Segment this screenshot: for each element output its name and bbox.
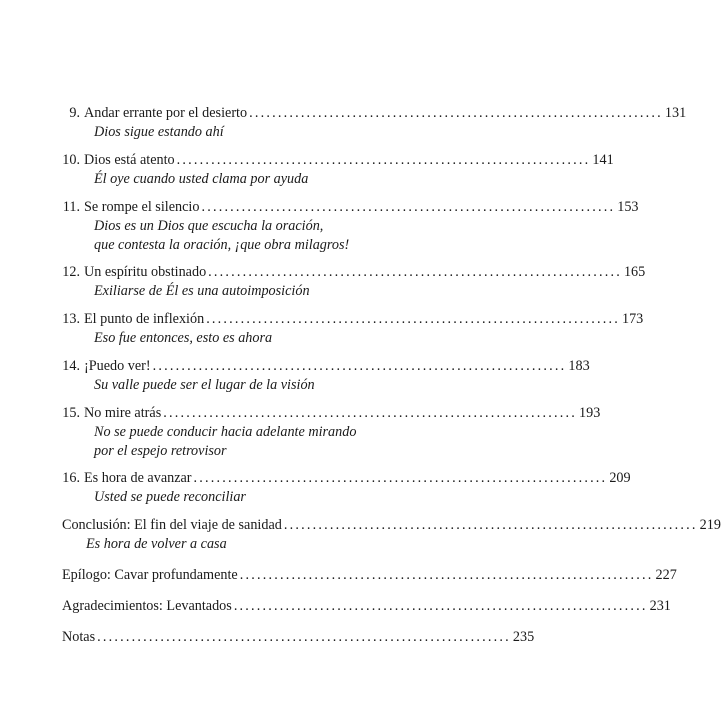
page-number: 227 <box>655 567 677 583</box>
page-number: 141 <box>592 152 614 168</box>
chapter-subtitle: Él oye cuando usted clama por ayuda <box>94 171 309 187</box>
toc-entry-chapter-13 <box>62 310 644 348</box>
dot-leader: ........................................................................ <box>163 405 577 421</box>
page-number: 183 <box>568 358 590 374</box>
chapter-title: Se rompe el silencio <box>84 199 200 215</box>
section-title: Notas <box>62 629 96 645</box>
chapter-subtitle: Dios es un Dios que escucha la oración, <box>94 218 324 234</box>
toc-entry-chapter-10 <box>62 151 614 189</box>
section-title: Epílogo: Cavar profundamente <box>62 567 238 583</box>
chapter-number: 14. <box>62 358 80 374</box>
page-number: 173 <box>621 311 644 327</box>
dot-leader: ........................................................................ <box>97 629 511 645</box>
chapter-subtitle: que contesta la oración, ¡que obra milagros! <box>94 237 350 253</box>
chapter-title: Un espíritu obstinado <box>84 264 207 280</box>
toc-entry-chapter-15 <box>62 404 601 461</box>
chapter-title: Es hora de avanzar <box>84 470 192 486</box>
chapter-subtitle: por el espejo retrovisor <box>94 443 227 459</box>
dot-leader: ........................................................................ <box>208 264 622 280</box>
chapter-number: 16. <box>62 470 80 486</box>
dot-leader: ........................................................................ <box>239 567 654 583</box>
toc-entry-chapter-9 <box>69 104 687 142</box>
toc-entry-conclusion <box>62 516 721 554</box>
dot-leader: ........................................................................ <box>233 598 648 614</box>
chapter-title: El punto de inflexión <box>84 311 205 327</box>
toc-entry-chapter-12 <box>62 263 646 301</box>
toc-entry-acknowledgements <box>62 597 671 616</box>
chapter-number: 10. <box>62 152 80 168</box>
toc-entry-epilogue <box>62 566 677 585</box>
page-number: 153 <box>617 199 639 215</box>
page-number: 165 <box>623 264 646 280</box>
section-title: Agradecimientos: Levantados <box>62 598 232 614</box>
chapter-subtitle: No se puede conducir hacia adelante mirando <box>94 424 357 440</box>
toc-entry-notes <box>62 628 535 647</box>
dot-leader: ........................................................................ <box>283 517 698 533</box>
chapter-title: Andar errante por el desierto <box>84 105 248 121</box>
toc-entry-chapter-16 <box>62 469 631 507</box>
section-title: Conclusión: El fin del viaje de sanidad <box>62 517 282 533</box>
dot-leader: ........................................................................ <box>176 152 591 168</box>
toc-entry-chapter-14 <box>62 357 590 395</box>
chapter-number: 9. <box>69 105 80 121</box>
chapter-number: 12. <box>62 264 80 280</box>
chapter-number: 11. <box>62 199 80 215</box>
chapter-number: 15. <box>62 405 80 421</box>
chapter-subtitle: Exiliarse de Él es una autoimposición <box>94 283 310 299</box>
dot-leader: ........................................................................ <box>249 105 663 121</box>
page-number: 231 <box>649 598 671 614</box>
dot-leader: ........................................................................ <box>201 199 616 215</box>
chapter-subtitle: Dios sigue estando ahí <box>94 124 224 140</box>
page-number: 193 <box>579 405 601 421</box>
dot-leader: ........................................................................ <box>193 470 608 486</box>
chapter-title: No mire atrás <box>84 405 162 421</box>
chapter-number: 13. <box>62 311 80 327</box>
section-subtitle: Es hora de volver a casa <box>86 536 227 552</box>
dot-leader: ........................................................................ <box>206 311 620 327</box>
chapter-title: Dios está atento <box>84 152 175 168</box>
page-number: 131 <box>664 105 687 121</box>
page-number: 219 <box>699 517 721 533</box>
dot-leader: ........................................................................ <box>152 358 567 374</box>
toc-entry-chapter-11 <box>62 198 639 255</box>
page-number: 235 <box>512 629 535 645</box>
chapter-subtitle: Usted se puede reconciliar <box>94 489 246 505</box>
chapter-subtitle: Eso fue entonces, esto es ahora <box>94 330 273 346</box>
chapter-subtitle: Su valle puede ser el lugar de la visión <box>94 377 315 393</box>
page-number: 209 <box>609 470 631 486</box>
chapter-title: ¡Puedo ver! <box>84 358 151 374</box>
